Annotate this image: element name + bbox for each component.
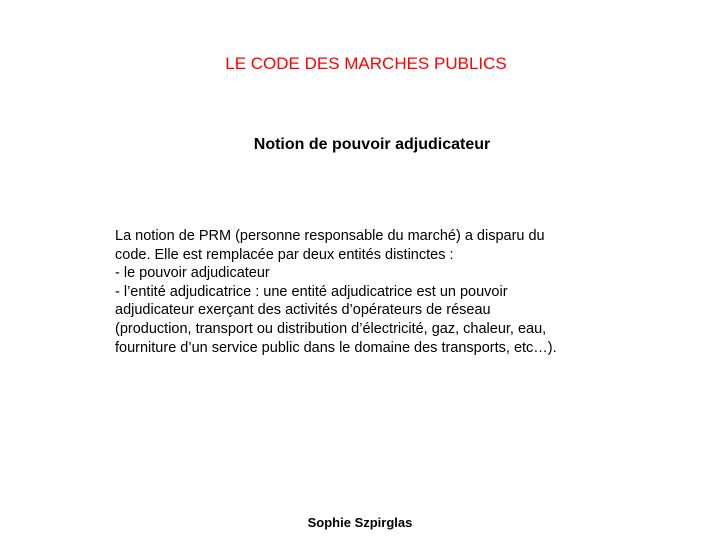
- author-footer: Sophie Szpirglas: [307, 515, 413, 530]
- body-line: code. Elle est remplacée par deux entités distinctes :: [115, 246, 454, 263]
- body-line: - l’entité adjudicatrice : une entité adjudicatrice est un pouvoir: [115, 283, 508, 300]
- slide-title: LE CODE DES MARCHES PUBLICS: [225, 54, 507, 73]
- body-line: - le pouvoir adjudicateur: [115, 265, 270, 282]
- body-line: fourniture d’un service public dans le domaine des transports, etc…).: [115, 339, 557, 356]
- body-line: (production, transport ou distribution d’électricité, gaz, chaleur, eau,: [115, 320, 547, 337]
- slide-subtitle: Notion de pouvoir adjudicateur: [253, 136, 491, 153]
- body-line: La notion de PRM (personne responsable du marché) a disparu du: [115, 228, 545, 244]
- body-text: [115, 227, 625, 357]
- body-line: adjudicateur exerçant des activités d’opérateurs de réseau: [115, 302, 491, 319]
